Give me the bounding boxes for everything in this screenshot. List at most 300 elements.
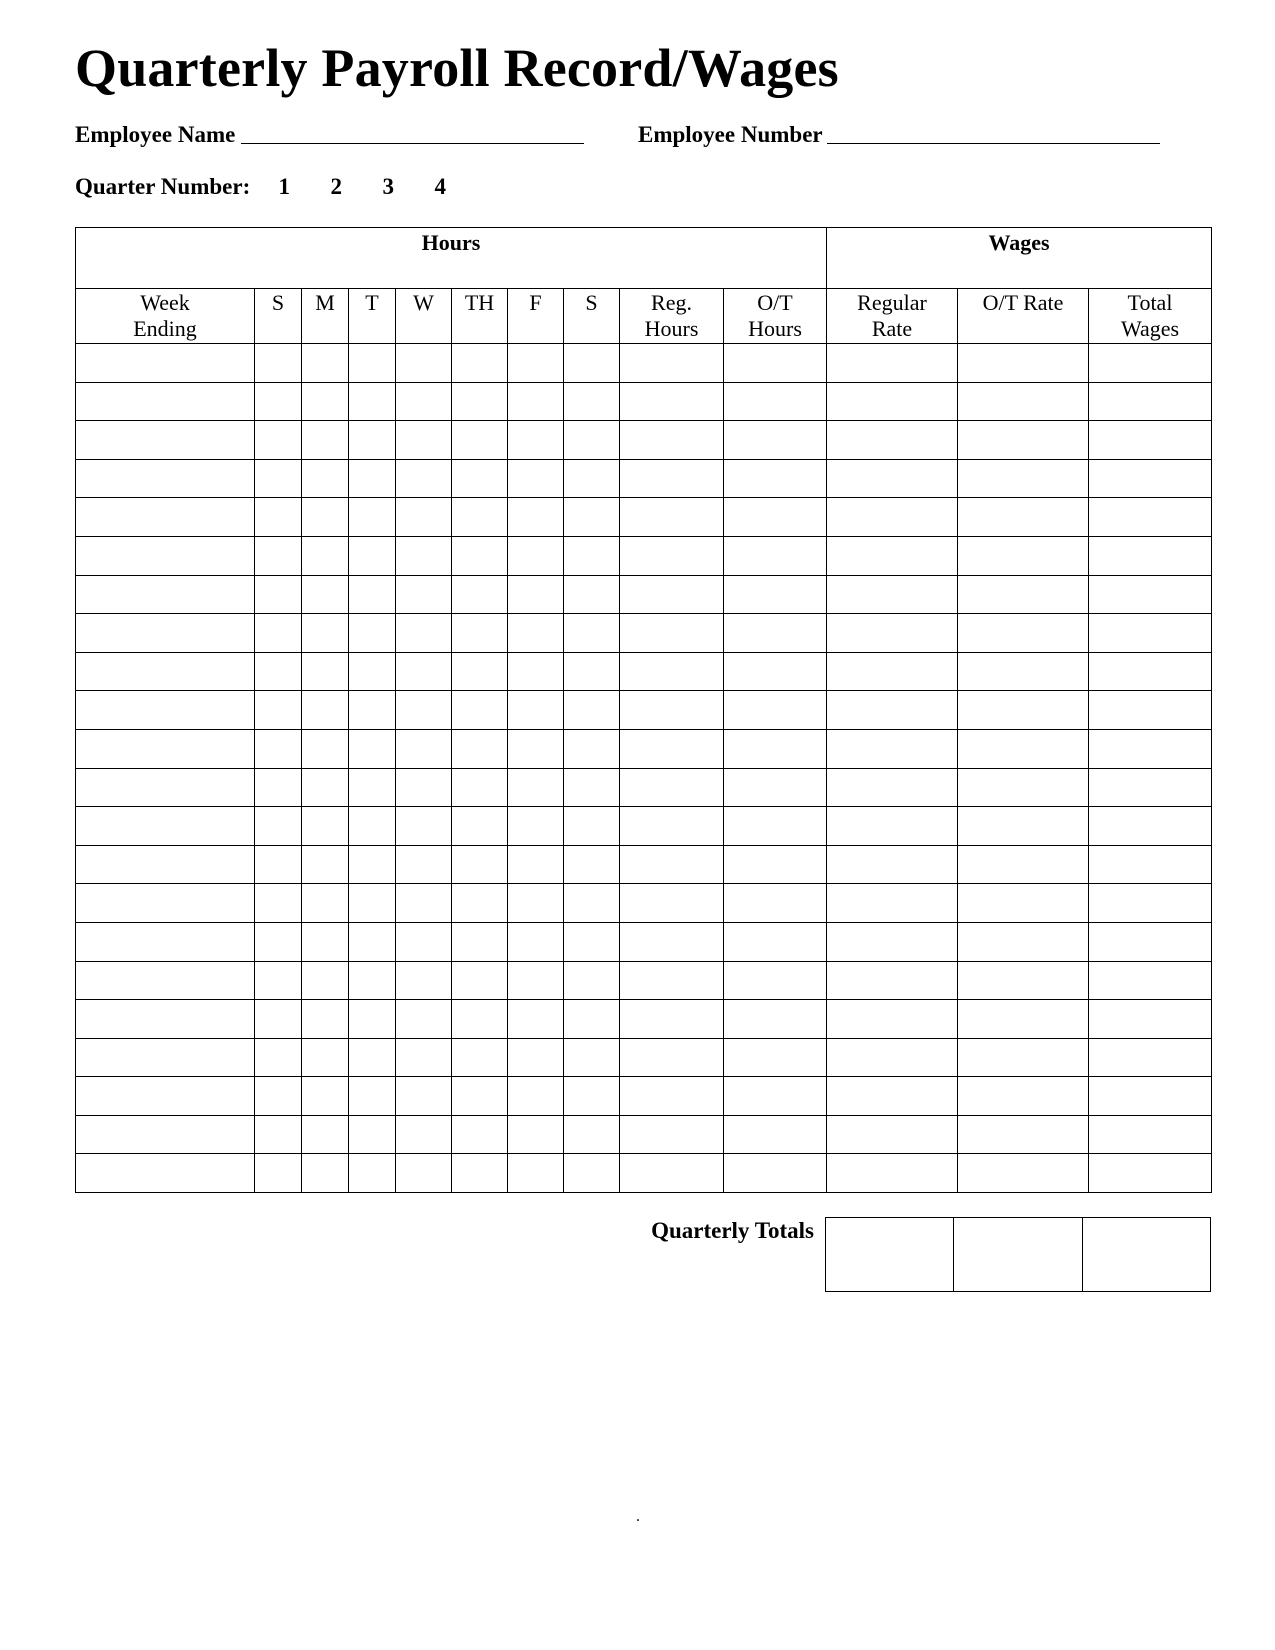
cell-thu[interactable]	[452, 1038, 508, 1077]
cell-reg-hours[interactable]	[620, 536, 724, 575]
cell-ot-rate[interactable]	[958, 344, 1089, 383]
cell-tue[interactable]	[349, 768, 396, 807]
cell-thu[interactable]	[452, 768, 508, 807]
cell-reg-hours[interactable]	[620, 575, 724, 614]
cell-sun[interactable]	[255, 807, 302, 846]
cell-thu[interactable]	[452, 884, 508, 923]
cell-wed[interactable]	[396, 922, 452, 961]
cell-sat[interactable]	[564, 922, 620, 961]
cell-mon[interactable]	[302, 1038, 349, 1077]
cell-tue[interactable]	[349, 614, 396, 653]
cell-sun[interactable]	[255, 961, 302, 1000]
cell-week-ending[interactable]	[76, 845, 255, 884]
cell-regular-rate[interactable]	[827, 421, 958, 460]
cell-thu[interactable]	[452, 652, 508, 691]
cell-week-ending[interactable]	[76, 498, 255, 537]
cell-ot-hours[interactable]	[724, 729, 827, 768]
cell-mon[interactable]	[302, 614, 349, 653]
cell-fri[interactable]	[508, 1077, 564, 1116]
cell-ot-hours[interactable]	[724, 922, 827, 961]
cell-tue[interactable]	[349, 1077, 396, 1116]
cell-ot-rate[interactable]	[958, 922, 1089, 961]
cell-mon[interactable]	[302, 807, 349, 846]
cell-sat[interactable]	[564, 961, 620, 1000]
cell-total-wages[interactable]	[1089, 961, 1212, 1000]
cell-ot-rate[interactable]	[958, 768, 1089, 807]
cell-tue[interactable]	[349, 845, 396, 884]
cell-wed[interactable]	[396, 652, 452, 691]
cell-regular-rate[interactable]	[827, 1038, 958, 1077]
cell-sat[interactable]	[564, 498, 620, 537]
cell-thu[interactable]	[452, 845, 508, 884]
cell-ot-hours[interactable]	[724, 1115, 827, 1154]
cell-fri[interactable]	[508, 421, 564, 460]
cell-regular-rate[interactable]	[827, 922, 958, 961]
quarter-option-4[interactable]: 4	[434, 174, 446, 199]
cell-thu[interactable]	[452, 922, 508, 961]
cell-reg-hours[interactable]	[620, 382, 724, 421]
cell-wed[interactable]	[396, 768, 452, 807]
cell-tue[interactable]	[349, 1000, 396, 1039]
cell-week-ending[interactable]	[76, 575, 255, 614]
column-header-sun	[255, 289, 302, 344]
cell-sat[interactable]	[564, 768, 620, 807]
cell-thu[interactable]	[452, 807, 508, 846]
cell-regular-rate[interactable]	[827, 1115, 958, 1154]
cell-ot-hours[interactable]	[724, 691, 827, 730]
cell-tue[interactable]	[349, 536, 396, 575]
cell-fri[interactable]	[508, 382, 564, 421]
cell-fri[interactable]	[508, 652, 564, 691]
cell-sun[interactable]	[255, 1154, 302, 1193]
cell-tue[interactable]	[349, 344, 396, 383]
cell-thu[interactable]	[452, 1000, 508, 1039]
cell-ot-rate[interactable]	[958, 1115, 1089, 1154]
cell-week-ending[interactable]	[76, 421, 255, 460]
cell-week-ending[interactable]	[76, 768, 255, 807]
table-row	[76, 459, 1212, 498]
cell-sat[interactable]	[564, 536, 620, 575]
quarter-option-3[interactable]: 3	[382, 174, 394, 199]
cell-mon[interactable]	[302, 691, 349, 730]
cell-wed[interactable]	[396, 845, 452, 884]
cell-sun[interactable]	[255, 575, 302, 614]
cell-wed[interactable]	[396, 614, 452, 653]
cell-week-ending[interactable]	[76, 729, 255, 768]
cell-ot-rate[interactable]	[958, 421, 1089, 460]
cell-regular-rate[interactable]	[827, 344, 958, 383]
cell-week-ending[interactable]	[76, 344, 255, 383]
cell-sun[interactable]	[255, 1115, 302, 1154]
cell-ot-rate[interactable]	[958, 845, 1089, 884]
cell-regular-rate[interactable]	[827, 1000, 958, 1039]
cell-fri[interactable]	[508, 459, 564, 498]
cell-tue[interactable]	[349, 729, 396, 768]
cell-sat[interactable]	[564, 1115, 620, 1154]
cell-total-wages[interactable]	[1089, 614, 1212, 653]
cell-sun[interactable]	[255, 421, 302, 460]
cell-ot-rate[interactable]	[958, 1000, 1089, 1039]
cell-thu[interactable]	[452, 459, 508, 498]
cell-ot-hours[interactable]	[724, 1038, 827, 1077]
cell-ot-hours[interactable]	[724, 652, 827, 691]
cell-sun[interactable]	[255, 459, 302, 498]
cell-ot-hours[interactable]	[724, 768, 827, 807]
cell-week-ending[interactable]	[76, 691, 255, 730]
cell-sun[interactable]	[255, 1000, 302, 1039]
cell-thu[interactable]	[452, 344, 508, 383]
cell-week-ending[interactable]	[76, 922, 255, 961]
cell-wed[interactable]	[396, 884, 452, 923]
cell-regular-rate[interactable]	[827, 498, 958, 537]
cell-thu[interactable]	[452, 536, 508, 575]
cell-total-wages[interactable]	[1089, 344, 1212, 383]
cell-regular-rate[interactable]	[827, 652, 958, 691]
cell-sun[interactable]	[255, 729, 302, 768]
cell-wed[interactable]	[396, 498, 452, 537]
cell-week-ending[interactable]	[76, 807, 255, 846]
cell-mon[interactable]	[302, 459, 349, 498]
cell-ot-rate[interactable]	[958, 536, 1089, 575]
cell-ot-hours[interactable]	[724, 382, 827, 421]
cell-ot-rate[interactable]	[958, 1154, 1089, 1193]
cell-week-ending[interactable]	[76, 884, 255, 923]
cell-reg-hours[interactable]	[620, 729, 724, 768]
cell-regular-rate[interactable]	[827, 768, 958, 807]
cell-thu[interactable]	[452, 421, 508, 460]
cell-mon[interactable]	[302, 768, 349, 807]
cell-fri[interactable]	[508, 1154, 564, 1193]
cell-ot-hours[interactable]	[724, 536, 827, 575]
cell-thu[interactable]	[452, 382, 508, 421]
cell-regular-rate[interactable]	[827, 1077, 958, 1116]
cell-mon[interactable]	[302, 729, 349, 768]
cell-ot-hours[interactable]	[724, 614, 827, 653]
cell-mon[interactable]	[302, 884, 349, 923]
cell-ot-rate[interactable]	[958, 1038, 1089, 1077]
cell-wed[interactable]	[396, 536, 452, 575]
cell-week-ending[interactable]	[76, 961, 255, 1000]
column-header-line: Rate	[871, 316, 913, 341]
cell-tue[interactable]	[349, 884, 396, 923]
cell-fri[interactable]	[508, 498, 564, 537]
cell-sun[interactable]	[255, 614, 302, 653]
cell-mon[interactable]	[302, 961, 349, 1000]
cell-sun[interactable]	[255, 652, 302, 691]
cell-ot-hours[interactable]	[724, 961, 827, 1000]
cell-reg-hours[interactable]	[620, 768, 724, 807]
cell-wed[interactable]	[396, 1000, 452, 1039]
cell-reg-hours[interactable]	[620, 421, 724, 460]
cell-ot-rate[interactable]	[958, 382, 1089, 421]
cell-fri[interactable]	[508, 575, 564, 614]
cell-tue[interactable]	[349, 1038, 396, 1077]
cell-mon[interactable]	[302, 845, 349, 884]
cell-total-wages[interactable]	[1089, 382, 1212, 421]
cell-reg-hours[interactable]	[620, 652, 724, 691]
cell-sun[interactable]	[255, 382, 302, 421]
cell-sat[interactable]	[564, 459, 620, 498]
cell-tue[interactable]	[349, 498, 396, 537]
cell-reg-hours[interactable]	[620, 1000, 724, 1039]
cell-ot-rate[interactable]	[958, 614, 1089, 653]
cell-sun[interactable]	[255, 768, 302, 807]
cell-regular-rate[interactable]	[827, 1154, 958, 1193]
cell-fri[interactable]	[508, 884, 564, 923]
cell-mon[interactable]	[302, 382, 349, 421]
cell-sat[interactable]	[564, 421, 620, 460]
cell-thu[interactable]	[452, 614, 508, 653]
cell-tue[interactable]	[349, 691, 396, 730]
cell-fri[interactable]	[508, 344, 564, 383]
cell-sun[interactable]	[255, 1077, 302, 1116]
cell-sun[interactable]	[255, 691, 302, 730]
cell-ot-rate[interactable]	[958, 691, 1089, 730]
cell-reg-hours[interactable]	[620, 1115, 724, 1154]
cell-regular-rate[interactable]	[827, 884, 958, 923]
cell-total-wages[interactable]	[1089, 536, 1212, 575]
cell-mon[interactable]	[302, 1077, 349, 1116]
cell-ot-hours[interactable]	[724, 575, 827, 614]
cell-total-wages[interactable]	[1089, 845, 1212, 884]
cell-wed[interactable]	[396, 1115, 452, 1154]
cell-mon[interactable]	[302, 536, 349, 575]
cell-mon[interactable]	[302, 922, 349, 961]
cell-ot-rate[interactable]	[958, 961, 1089, 1000]
cell-reg-hours[interactable]	[620, 614, 724, 653]
cell-sat[interactable]	[564, 1077, 620, 1116]
cell-sat[interactable]	[564, 614, 620, 653]
cell-ot-hours[interactable]	[724, 1077, 827, 1116]
cell-reg-hours[interactable]	[620, 691, 724, 730]
quarterly-total-regular-rate-total[interactable]	[826, 1218, 954, 1292]
employee-number-field[interactable]	[827, 143, 1160, 144]
cell-mon[interactable]	[302, 575, 349, 614]
cell-regular-rate[interactable]	[827, 614, 958, 653]
cell-regular-rate[interactable]	[827, 459, 958, 498]
cell-sun[interactable]	[255, 884, 302, 923]
cell-fri[interactable]	[508, 961, 564, 1000]
cell-sun[interactable]	[255, 536, 302, 575]
cell-total-wages[interactable]	[1089, 884, 1212, 923]
cell-ot-rate[interactable]	[958, 459, 1089, 498]
cell-sat[interactable]	[564, 1038, 620, 1077]
cell-reg-hours[interactable]	[620, 922, 724, 961]
cell-fri[interactable]	[508, 691, 564, 730]
quarterly-total-ot-rate-total[interactable]	[954, 1218, 1082, 1292]
cell-sat[interactable]	[564, 575, 620, 614]
cell-mon[interactable]	[302, 1000, 349, 1039]
cell-thu[interactable]	[452, 691, 508, 730]
cell-fri[interactable]	[508, 845, 564, 884]
cell-wed[interactable]	[396, 382, 452, 421]
cell-ot-rate[interactable]	[958, 652, 1089, 691]
cell-total-wages[interactable]	[1089, 1154, 1212, 1193]
cell-tue[interactable]	[349, 459, 396, 498]
cell-regular-rate[interactable]	[827, 961, 958, 1000]
cell-week-ending[interactable]	[76, 382, 255, 421]
cell-sat[interactable]	[564, 807, 620, 846]
cell-week-ending[interactable]	[76, 459, 255, 498]
cell-wed[interactable]	[396, 691, 452, 730]
cell-reg-hours[interactable]	[620, 1077, 724, 1116]
cell-reg-hours[interactable]	[620, 845, 724, 884]
cell-regular-rate[interactable]	[827, 536, 958, 575]
cell-total-wages[interactable]	[1089, 1077, 1212, 1116]
cell-sun[interactable]	[255, 922, 302, 961]
cell-wed[interactable]	[396, 961, 452, 1000]
cell-ot-hours[interactable]	[724, 1154, 827, 1193]
cell-total-wages[interactable]	[1089, 421, 1212, 460]
employee-name-field[interactable]	[241, 143, 584, 144]
cell-sat[interactable]	[564, 652, 620, 691]
cell-ot-rate[interactable]	[958, 1077, 1089, 1116]
cell-wed[interactable]	[396, 807, 452, 846]
column-header-line: Hours	[644, 316, 699, 341]
cell-fri[interactable]	[508, 1038, 564, 1077]
cell-sun[interactable]	[255, 344, 302, 383]
cell-tue[interactable]	[349, 807, 396, 846]
cell-tue[interactable]	[349, 922, 396, 961]
cell-reg-hours[interactable]	[620, 459, 724, 498]
cell-reg-hours[interactable]	[620, 344, 724, 383]
cell-thu[interactable]	[452, 1154, 508, 1193]
cell-sat[interactable]	[564, 845, 620, 884]
cell-tue[interactable]	[349, 382, 396, 421]
cell-total-wages[interactable]	[1089, 459, 1212, 498]
cell-mon[interactable]	[302, 421, 349, 460]
cell-total-wages[interactable]	[1089, 498, 1212, 537]
cell-total-wages[interactable]	[1089, 691, 1212, 730]
cell-tue[interactable]	[349, 421, 396, 460]
cell-fri[interactable]	[508, 768, 564, 807]
cell-week-ending[interactable]	[76, 1115, 255, 1154]
quarter-option-2[interactable]: 2	[330, 174, 342, 199]
cell-regular-rate[interactable]	[827, 729, 958, 768]
cell-week-ending[interactable]	[76, 1154, 255, 1193]
cell-tue[interactable]	[349, 575, 396, 614]
cell-reg-hours[interactable]	[620, 1038, 724, 1077]
cell-thu[interactable]	[452, 1115, 508, 1154]
cell-wed[interactable]	[396, 1154, 452, 1193]
cell-reg-hours[interactable]	[620, 1154, 724, 1193]
cell-total-wages[interactable]	[1089, 1000, 1212, 1039]
cell-ot-hours[interactable]	[724, 421, 827, 460]
cell-ot-rate[interactable]	[958, 729, 1089, 768]
cell-ot-rate[interactable]	[958, 807, 1089, 846]
cell-total-wages[interactable]	[1089, 807, 1212, 846]
cell-wed[interactable]	[396, 575, 452, 614]
payroll-table	[75, 227, 1212, 1193]
cell-sat[interactable]	[564, 1000, 620, 1039]
cell-fri[interactable]	[508, 922, 564, 961]
cell-wed[interactable]	[396, 729, 452, 768]
cell-sat[interactable]	[564, 344, 620, 383]
cell-total-wages[interactable]	[1089, 575, 1212, 614]
cell-wed[interactable]	[396, 1038, 452, 1077]
cell-fri[interactable]	[508, 1115, 564, 1154]
cell-week-ending[interactable]	[76, 1077, 255, 1116]
cell-total-wages[interactable]	[1089, 768, 1212, 807]
cell-ot-rate[interactable]	[958, 575, 1089, 614]
cell-fri[interactable]	[508, 536, 564, 575]
cell-ot-hours[interactable]	[724, 498, 827, 537]
cell-wed[interactable]	[396, 459, 452, 498]
cell-week-ending[interactable]	[76, 652, 255, 691]
cell-wed[interactable]	[396, 421, 452, 460]
cell-sun[interactable]	[255, 1038, 302, 1077]
cell-fri[interactable]	[508, 614, 564, 653]
cell-regular-rate[interactable]	[827, 845, 958, 884]
cell-tue[interactable]	[349, 961, 396, 1000]
cell-thu[interactable]	[452, 729, 508, 768]
cell-tue[interactable]	[349, 652, 396, 691]
cell-mon[interactable]	[302, 1115, 349, 1154]
cell-wed[interactable]	[396, 1077, 452, 1116]
cell-total-wages[interactable]	[1089, 1115, 1212, 1154]
cell-total-wages[interactable]	[1089, 1038, 1212, 1077]
cell-ot-hours[interactable]	[724, 807, 827, 846]
cell-regular-rate[interactable]	[827, 807, 958, 846]
cell-sat[interactable]	[564, 382, 620, 421]
cell-thu[interactable]	[452, 961, 508, 1000]
cell-sat[interactable]	[564, 691, 620, 730]
cell-reg-hours[interactable]	[620, 961, 724, 1000]
cell-sat[interactable]	[564, 1154, 620, 1193]
cell-reg-hours[interactable]	[620, 807, 724, 846]
cell-fri[interactable]	[508, 1000, 564, 1039]
cell-fri[interactable]	[508, 807, 564, 846]
cell-ot-hours[interactable]	[724, 344, 827, 383]
cell-thu[interactable]	[452, 1077, 508, 1116]
cell-tue[interactable]	[349, 1154, 396, 1193]
cell-week-ending[interactable]	[76, 614, 255, 653]
cell-week-ending[interactable]	[76, 1000, 255, 1039]
cell-ot-rate[interactable]	[958, 498, 1089, 537]
cell-wed[interactable]	[396, 344, 452, 383]
cell-regular-rate[interactable]	[827, 691, 958, 730]
cell-reg-hours[interactable]	[620, 884, 724, 923]
cell-mon[interactable]	[302, 344, 349, 383]
cell-mon[interactable]	[302, 1154, 349, 1193]
quarterly-total-total-wages-total[interactable]	[1082, 1218, 1210, 1292]
cell-thu[interactable]	[452, 575, 508, 614]
cell-fri[interactable]	[508, 729, 564, 768]
cell-week-ending[interactable]	[76, 536, 255, 575]
cell-ot-hours[interactable]	[724, 459, 827, 498]
cell-sun[interactable]	[255, 845, 302, 884]
cell-mon[interactable]	[302, 498, 349, 537]
cell-ot-rate[interactable]	[958, 884, 1089, 923]
cell-reg-hours[interactable]	[620, 498, 724, 537]
cell-sat[interactable]	[564, 884, 620, 923]
cell-total-wages[interactable]	[1089, 652, 1212, 691]
cell-sat[interactable]	[564, 729, 620, 768]
cell-week-ending[interactable]	[76, 1038, 255, 1077]
cell-regular-rate[interactable]	[827, 575, 958, 614]
cell-mon[interactable]	[302, 652, 349, 691]
quarter-option-1[interactable]: 1	[278, 174, 290, 199]
cell-ot-hours[interactable]	[724, 884, 827, 923]
cell-regular-rate[interactable]	[827, 382, 958, 421]
cell-ot-hours[interactable]	[724, 1000, 827, 1039]
cell-thu[interactable]	[452, 498, 508, 537]
cell-total-wages[interactable]	[1089, 922, 1212, 961]
cell-sun[interactable]	[255, 498, 302, 537]
cell-total-wages[interactable]	[1089, 729, 1212, 768]
cell-ot-hours[interactable]	[724, 845, 827, 884]
cell-tue[interactable]	[349, 1115, 396, 1154]
